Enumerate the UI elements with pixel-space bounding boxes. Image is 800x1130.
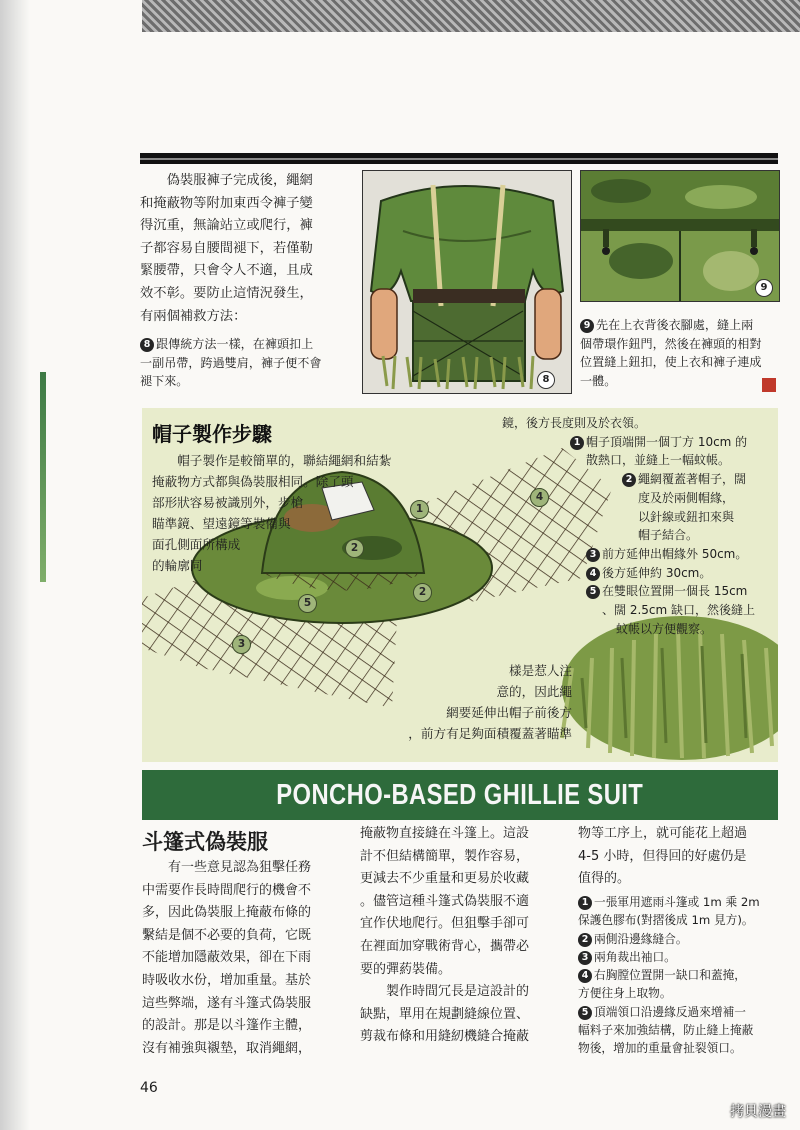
poncho-step-line: 幅料子來加強結構，防止縫上掩蔽 [578, 1023, 754, 1038]
hat-right-intro: 鏡，後方長度則及於衣領。 [502, 416, 647, 430]
diagram-label: 2 [413, 583, 432, 602]
poncho-step-line: 頂端領口沿邊緣反過來增補一 [594, 1004, 746, 1019]
poncho-line: 掩蔽物直接縫在斗篷上。這設 [360, 826, 530, 841]
camo-trousers-icon [581, 171, 779, 301]
poncho-line: 這些弊端，遂有斗篷式偽裝服 [142, 995, 312, 1011]
diagram-label: 3 [232, 635, 251, 654]
poncho-line: 有一些意見認為狙擊任務 [168, 860, 312, 875]
hat-paragraph-line: 部形狀容易被識別外，步槍 [152, 495, 304, 510]
hat-step-line: 繩網覆蓋著帽子，闊 [638, 472, 747, 487]
poncho-line: 值得的。 [578, 871, 631, 887]
method-9-line: 位置縫上鈕扣，使上衣和褲子連成 [580, 355, 762, 369]
step-number-badge: 5 [586, 585, 600, 599]
hat-panel-title: 帽子製作步驟 [152, 422, 272, 446]
poncho-line: 製作時間冗長是這設計的 [386, 984, 530, 1000]
poncho-column-1 [142, 857, 354, 1060]
hat-step-line: 以針線或鈕扣來與 [638, 509, 735, 524]
hat-paragraph-line: 面孔側面所構成 [152, 537, 241, 552]
hat-paragraph-line: 網要延伸出帽子前後方 [446, 705, 572, 720]
method-9-line: 先在上衣背後衣腳處，縫上兩 [596, 318, 754, 332]
poncho-line: 物等工序上，就可能花上超過 [578, 826, 748, 841]
poncho-heading: 斗篷式偽裝服 [142, 830, 268, 854]
step-number-badge: 4 [586, 567, 600, 581]
soldier-back-icon [363, 171, 571, 393]
hat-paragraph-line: 樣是惹人注 [509, 663, 572, 678]
hat-paragraph-line: 的輪廓同 [152, 558, 203, 573]
header-hatch-band [142, 0, 800, 32]
photo-badge: 9 [755, 279, 773, 297]
intro-line: 得沉重，無論站立或爬行，褲 [140, 218, 313, 234]
step-number-badge: 4 [578, 969, 592, 983]
method-9-note [580, 316, 785, 390]
poncho-step-line: 兩角裁出袖口。 [594, 949, 676, 964]
poncho-line: 沒有補強與襯墊，取消繩網， [142, 1040, 312, 1056]
section-rule [140, 153, 778, 164]
method-8-note [140, 335, 355, 391]
poncho-step-line: 右胸膛位置開一缺口和蓋掩， [594, 968, 746, 983]
hat-paragraph-continued [272, 660, 572, 744]
step-number-badge: 1 [570, 436, 584, 450]
step-number-badge: 5 [578, 1006, 592, 1020]
page-number: 46 [140, 1080, 158, 1096]
poncho-steps-list [578, 893, 783, 1058]
poncho-line: 更減去不少重量和更易於收藏 [360, 871, 530, 887]
hat-step-line: 前方延伸出帽緣外 50cm。 [602, 546, 748, 561]
poncho-line: 宜作伏地爬行。但狙擊手卻可 [360, 916, 530, 932]
poncho-step-line: 保護色膠布(對摺後成 1m 見方)。 [578, 913, 754, 928]
hat-step-line: 後方延伸約 30cm。 [602, 565, 712, 580]
poncho-line: 要的彈葯裝備。 [360, 961, 452, 977]
poncho-line: 不能增加隱蔽效果，卻在下雨 [142, 950, 312, 966]
hat-paragraph-line: 意的，因此繩 [496, 684, 572, 699]
section-banner [142, 770, 778, 820]
method-8-line: 跟傳統方法一樣，在褲頭扣上 [156, 337, 314, 351]
hat-step-line: 度及於兩側帽緣， [638, 490, 735, 505]
poncho-line: 繫結是個不必要的負荷，它既 [142, 927, 312, 943]
poncho-line: 中需要作長時間爬行的機會不 [142, 882, 312, 898]
step-number-badge: 3 [586, 548, 600, 562]
poncho-line: 時吸收水份，增加重量。基於 [142, 972, 312, 988]
poncho-line: 剪裁布條和用縫紉機縫合掩蔽 [360, 1029, 530, 1045]
trouser-button-illustration [580, 170, 780, 302]
method-9-line: 個帶環作鈕門，然後在褲頭的相對 [580, 336, 762, 351]
poncho-line: 缺點，單用在規劃縫線位置、 [360, 1006, 530, 1022]
intro-line: 緊腰帶，只會令人不適，且成 [140, 263, 313, 279]
diagram-label: 5 [298, 594, 317, 613]
intro-line: 和掩蔽物等附加東西令褲子變 [140, 195, 313, 211]
poncho-column-2 [360, 823, 570, 1049]
hat-step-line: 帽子頂端開一個丁方 10cm 的 [586, 434, 748, 449]
intro-line: 偽裝服褲子完成後，繩網 [166, 173, 313, 188]
red-corner-marker [762, 378, 776, 392]
intro-line: 效不彰。要防止這情況發生， [140, 285, 313, 301]
hat-steps-panel [142, 408, 778, 762]
step-number-badge: 9 [580, 319, 594, 333]
intro-line: 有兩個補救方法： [140, 308, 247, 324]
step-number-badge: 1 [578, 896, 592, 910]
diagram-label: 1 [410, 500, 429, 519]
banner-title: PONCHO-BASED GHILLIE SUIT [276, 779, 644, 811]
poncho-line: 在裡面加穿戰術背心，攜帶必 [360, 938, 530, 954]
method-9-line: 一體。 [580, 373, 617, 388]
poncho-line: 。儘管這種斗篷式偽裝服不適 [360, 893, 530, 909]
method-8-line: 褪下來。 [140, 374, 189, 388]
step-number-badge: 3 [578, 951, 592, 965]
hat-paragraph-line: 瞄準鏡、望遠鏡等裝備與 [152, 516, 291, 531]
hat-paragraph-line: 掩蔽物方式都與偽裝服相同。除了頭 [152, 474, 354, 489]
hat-step-line: 、闊 2.5cm 缺口，然後縫上 [602, 603, 756, 618]
hat-paragraph-line: 帽子製作是較簡單的，聯結繩網和結紮 [177, 453, 392, 468]
hat-step-line: 蚊帳以方便觀察。 [616, 621, 713, 636]
poncho-step-line: 兩側沿邊緣縫合。 [594, 931, 688, 946]
intro-line: 子都容易自腰間褪下，若僅勒 [140, 240, 313, 256]
intro-paragraph [140, 170, 355, 328]
photo-badge: 8 [537, 371, 555, 389]
watermark-label: 拷貝漫畫 [730, 1104, 786, 1120]
hat-step-line: 散熱口，並縫上一幅蚊帳。 [586, 453, 731, 468]
poncho-line: 多，因此偽裝服上掩蔽布條的 [142, 905, 312, 921]
hat-paragraph [152, 450, 422, 576]
suspenders-illustration [362, 170, 572, 394]
poncho-step-line: 方便往身上取物。 [578, 986, 672, 1001]
method-8-line: 一副吊帶，跨過雙肩，褲子便不會 [140, 355, 322, 370]
page-edge-shadow [0, 0, 30, 1130]
poncho-line: 的設計。那是以斗篷作主體， [142, 1018, 312, 1034]
hat-step-line: 帽子結合。 [638, 528, 699, 543]
poncho-line: 4-5 小時，但得回的好處仍是 [578, 848, 747, 864]
poncho-line: 計不但結構簡單，製作容易， [360, 848, 530, 864]
hat-paragraph-line: ，前方有足夠面積覆蓋著瞄準 [408, 726, 572, 741]
diagram-label: 2 [345, 539, 364, 558]
poncho-step-line: 一張軍用遮雨斗篷或 1m 乘 2m [594, 895, 760, 909]
step-number-badge: 2 [578, 933, 592, 947]
page-side-tab [40, 372, 46, 582]
hat-step-line: 在雙眼位置開一個長 15cm [602, 584, 748, 599]
poncho-step-line: 物後，增加的重量會扯裂領口。 [578, 1041, 742, 1056]
step-number-badge: 8 [140, 338, 154, 352]
diagram-label: 4 [530, 488, 549, 507]
hat-steps-list [502, 414, 774, 638]
poncho-column-3 [578, 823, 783, 891]
step-number-badge: 2 [622, 473, 636, 487]
